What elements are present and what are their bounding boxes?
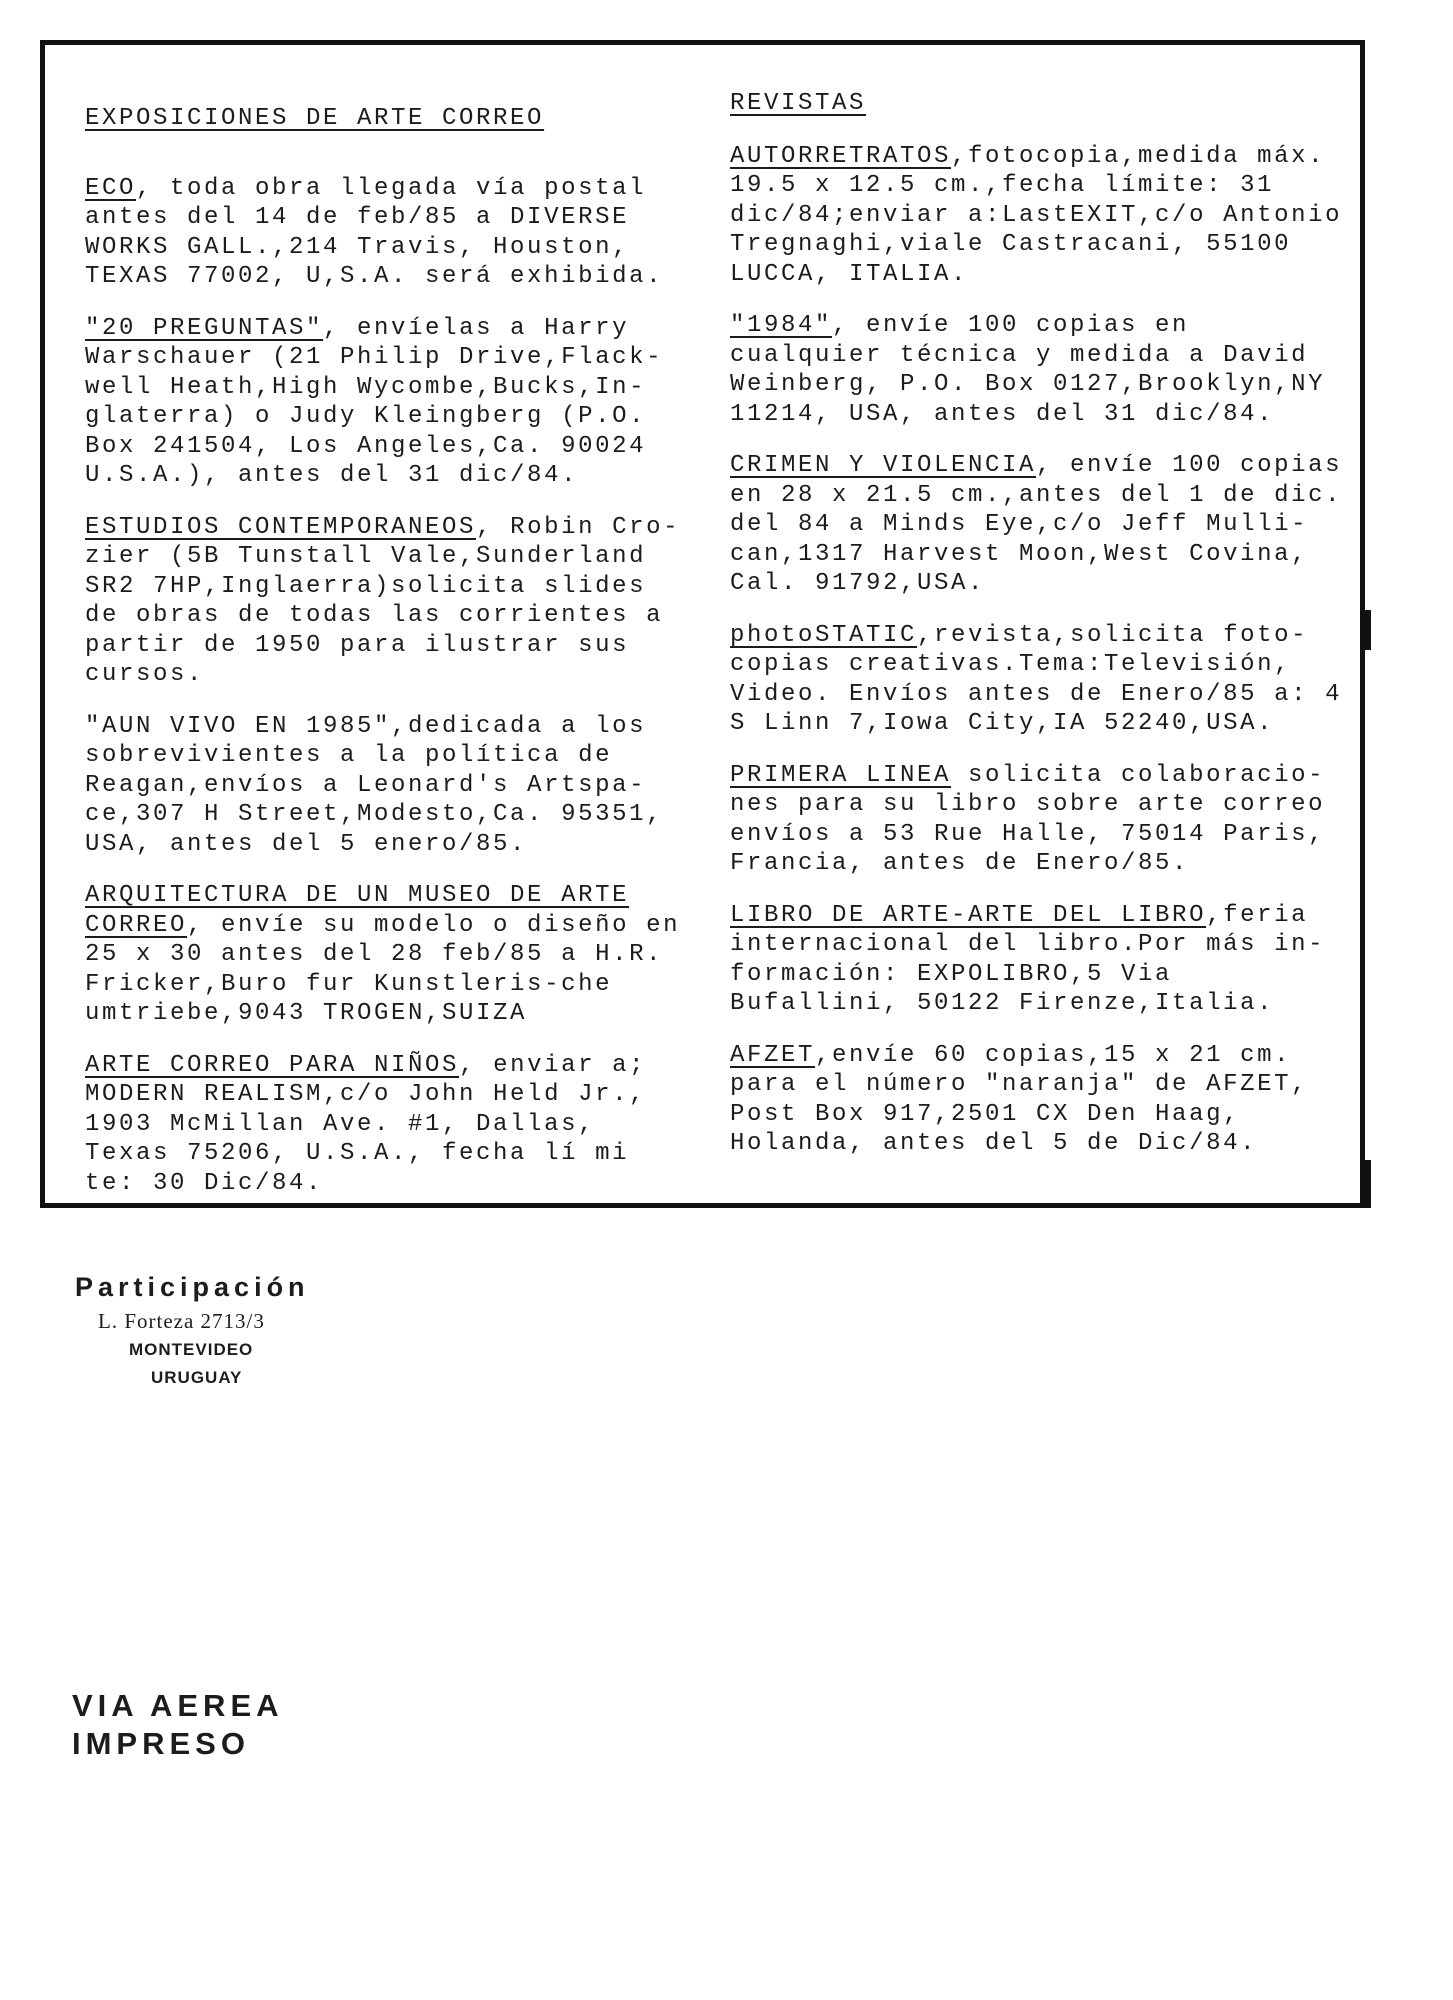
postal-marking bbox=[72, 1687, 284, 1763]
listing-title: LIBRO DE ARTE-ARTE DEL LIBRO bbox=[730, 901, 1207, 929]
edge-mark bbox=[1365, 610, 1371, 650]
magazines-list bbox=[730, 142, 1350, 1159]
listing-body: , envíe su modelo o diseño en 25 x 30 antes del 28 feb/85 a H.R. Fricker,Buro fur Kunstleris-che umtriebe,9043 TROGEN,SUIZA bbox=[85, 911, 681, 1027]
listing-text bbox=[730, 901, 1350, 1019]
listing-text bbox=[85, 174, 695, 292]
magazines-column bbox=[730, 45, 1350, 1181]
listing-title: CRIMEN Y VIOLENCIA bbox=[730, 452, 1037, 479]
sender-city: MONTEVIDEO bbox=[129, 1340, 254, 1359]
listing-entry bbox=[85, 1051, 695, 1199]
exhibitions-column bbox=[85, 45, 695, 1220]
listing-body: ,fotocopia,medida máx. 19.5 x 12.5 cm.,fecha límite: 31 dic/84;enviar a:LastEXIT,c/o Antonio Tregnaghi,viale Castracani, 55100 LUCCA, ITALIA. bbox=[730, 142, 1343, 288]
listing-body: "AUN VIVO EN 1985",dedicada a los sobrevivientes a la política de Reagan,envíos a Leonard's Artspa-ce,307 H Street,Modesto,Ca. 95351, USA, antes del 5 enero/85. bbox=[85, 712, 664, 858]
exhibitions-heading: EXPOSICIONES DE ARTE CORREO bbox=[85, 105, 545, 132]
listing-body: , envíelas a Harry Warschauer (21 Philip Drive,Flack-well Heath,High Wycombe,Bucks,In-glaterra) o Judy Kleingberg (P.O. Box 241504, Los Angeles,Ca. 90024 U.S.A.), antes del 31 dic/84. bbox=[85, 314, 664, 489]
listing-text bbox=[730, 142, 1350, 290]
sender-address: L. Forteza 2713/3 bbox=[98, 1309, 265, 1333]
listing-body: , enviar a; MODERN REALISM,c/o John Held Jr., 1903 McMillan Ave. #1, Dallas, Texas 75206, U.S.A., fecha lí mi te: 30 Dic/84. bbox=[85, 1051, 647, 1197]
postal-line-2: IMPRESO bbox=[72, 1726, 250, 1761]
listing-text bbox=[730, 311, 1350, 429]
listing-body: , toda obra llegada vía postal antes del 14 de feb/85 a DIVERSE WORKS GALL.,214 Travis, Houston, TEXAS 77002, U,S.A. será exhibida. bbox=[85, 174, 664, 290]
listing-body: solicita colaboracio-nes para su libro sobre arte correo envíos a 53 Rue Halle, 75014 Paris, Francia, antes de Enero/85. bbox=[730, 761, 1326, 877]
exhibitions-list bbox=[85, 174, 695, 1199]
listing-text bbox=[730, 1041, 1350, 1159]
bulletin-frame bbox=[40, 40, 1365, 1208]
listing-entry bbox=[730, 451, 1350, 599]
listing-entry bbox=[85, 314, 695, 491]
listing-title: photoSTATIC bbox=[730, 621, 918, 649]
listing-text bbox=[730, 761, 1350, 879]
listing-title: "1984" bbox=[730, 312, 833, 339]
sender-block bbox=[75, 1272, 310, 1396]
listing-body: , envíe 100 copias en 28 x 21.5 cm.,antes del 1 de dic. del 84 a Minds Eye,c/o Jeff Mulli-can,1317 Harvest Moon,West Covina, Cal. 91792,USA. bbox=[730, 452, 1343, 597]
listing-entry bbox=[85, 174, 695, 292]
listing-entry bbox=[730, 621, 1350, 739]
listing-text bbox=[730, 621, 1350, 739]
listing-title: PRIMERA LINEA bbox=[730, 761, 952, 789]
listing-text bbox=[85, 1051, 695, 1199]
listing-title: ECO bbox=[85, 174, 137, 202]
postal-line-1: VIA AEREA bbox=[72, 1688, 284, 1723]
listing-body: , envíe 100 copias en cualquier técnica y medida a David Weinberg, P.O. Box 0127,Brooklyn,NY 11214, USA, antes del 31 dic/84. bbox=[730, 312, 1326, 428]
listing-title: ARTE CORREO PARA NIÑOS bbox=[85, 1051, 460, 1079]
listing-text bbox=[730, 451, 1350, 599]
listing-entry bbox=[85, 881, 695, 1029]
listing-title: AFZET bbox=[730, 1041, 816, 1069]
listing-entry bbox=[730, 761, 1350, 879]
listing-title: AUTORRETRATOS bbox=[730, 142, 952, 170]
magazines-heading: REVISTAS bbox=[730, 90, 867, 117]
sender-name: Participación bbox=[75, 1272, 310, 1302]
listing-body: ,envíe 60 copias,15 x 21 cm. para el número "naranja" de AFZET, Post Box 917,2501 CX Den Haag, Holanda, antes del 5 de Dic/84. bbox=[730, 1041, 1309, 1157]
listing-body: , Robin Cro-zier (5B Tunstall Vale,Sunderland SR2 7HP,Inglaerra)solicita slides de obras de todas las corrientes a partir de 1950 para ilustrar sus cursos. bbox=[85, 513, 681, 688]
listing-title: ARQUITECTURA DE UN MUSEO DE ARTE CORREO bbox=[85, 882, 630, 939]
sender-country: URUGUAY bbox=[151, 1368, 243, 1387]
listing-entry bbox=[730, 1041, 1350, 1159]
listing-entry bbox=[730, 311, 1350, 429]
listing-text bbox=[85, 712, 695, 860]
listing-body: ,revista,solicita foto-copias creativas.Tema:Televisión, Video. Envíos antes de Enero/85 a: 4 S Linn 7,Iowa City,IA 52240,USA. bbox=[730, 621, 1343, 737]
listing-entry bbox=[85, 712, 695, 860]
listing-entry bbox=[730, 142, 1350, 290]
listing-entry bbox=[730, 901, 1350, 1019]
listing-text bbox=[85, 314, 695, 491]
listing-body: ,feria internacional del libro.Por más in-formación: EXPOLIBRO,5 Via Bufallini, 50122 Firenze,Italia. bbox=[730, 901, 1326, 1017]
listing-text bbox=[85, 881, 695, 1029]
listing-text bbox=[85, 513, 695, 690]
edge-mark bbox=[1365, 1160, 1371, 1208]
listing-entry bbox=[85, 513, 695, 690]
listing-title: "20 PREGUNTAS" bbox=[85, 314, 324, 342]
listing-title: ESTUDIOS CONTEMPORANEOS bbox=[85, 513, 477, 541]
